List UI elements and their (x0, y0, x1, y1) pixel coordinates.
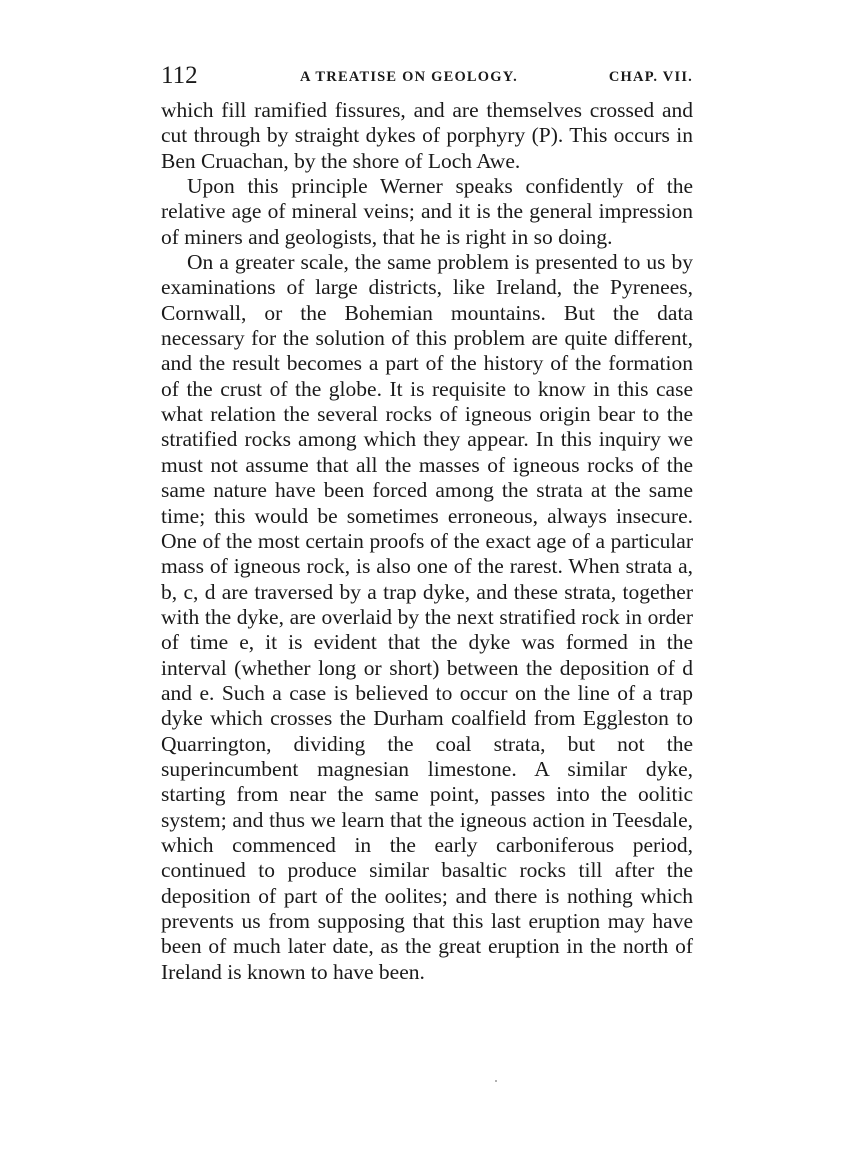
paragraph-continuation: which fill ramified fissures, and are themselves crossed and cut through by straight dykes of porphyry (P). This occurs in Ben Cruachan, by the shore of Loch Awe. (161, 98, 693, 173)
book-title: A TREATISE ON GEOLOGY. (300, 69, 518, 85)
paragraph-werner: Upon this principle Werner speaks confidently of the relative age of mineral veins; and it is the general impression of miners and geologists, that he is right in so doing. (161, 174, 693, 249)
chapter-label: CHAP. VII. (608, 69, 693, 85)
running-head (161, 62, 693, 90)
paper-speck (495, 1080, 497, 1082)
page-number: 112 (161, 62, 198, 89)
body-text (161, 98, 693, 985)
book-page (161, 62, 693, 985)
paragraph-greater-scale: On a greater scale, the same problem is presented to us by examinations of large districts, like Ireland, the Pyrenees, Cornwall, or the Bohemian mountains. But the data necessary for the solution of this problem are quite different, and the result becomes a part of the history of the formation of the crust of the globe. It is requisite to know in this case what relation the several rocks of igneous origin bear to the stratified rocks among which they appear. In this inquiry we must not assume that all the masses of igneous rocks of the same nature have been forced among the strata at the same time; this would be sometimes erroneous, always insecure. One of the most certain proofs of the exact age of a particular mass of igneous rock, is also one of the rarest. When strata a, b, c, d are traversed by a trap dyke, and these strata, together with the dyke, are overlaid by the next stratified rock in order of time e, it is evident that the dyke was formed in the interval (whether long or short) between the deposition of d and e. Such a case is believed to occur on the line of a trap dyke which crosses the Durham coalfield from Eggleston to Quarrington, dividing the coal strata, but not the superincumbent magnesian limestone. A similar dyke, starting from near the same point, passes into the oolitic system; and thus we learn that the igneous action in Teesdale, which commenced in the early carboniferous period, continued to produce similar basaltic rocks till after the deposition of part of the oolites; and there is nothing which prevents us from supposing that this last eruption may have been of much later date, as the great eruption in the north of Ireland is known to have been. (161, 250, 693, 984)
